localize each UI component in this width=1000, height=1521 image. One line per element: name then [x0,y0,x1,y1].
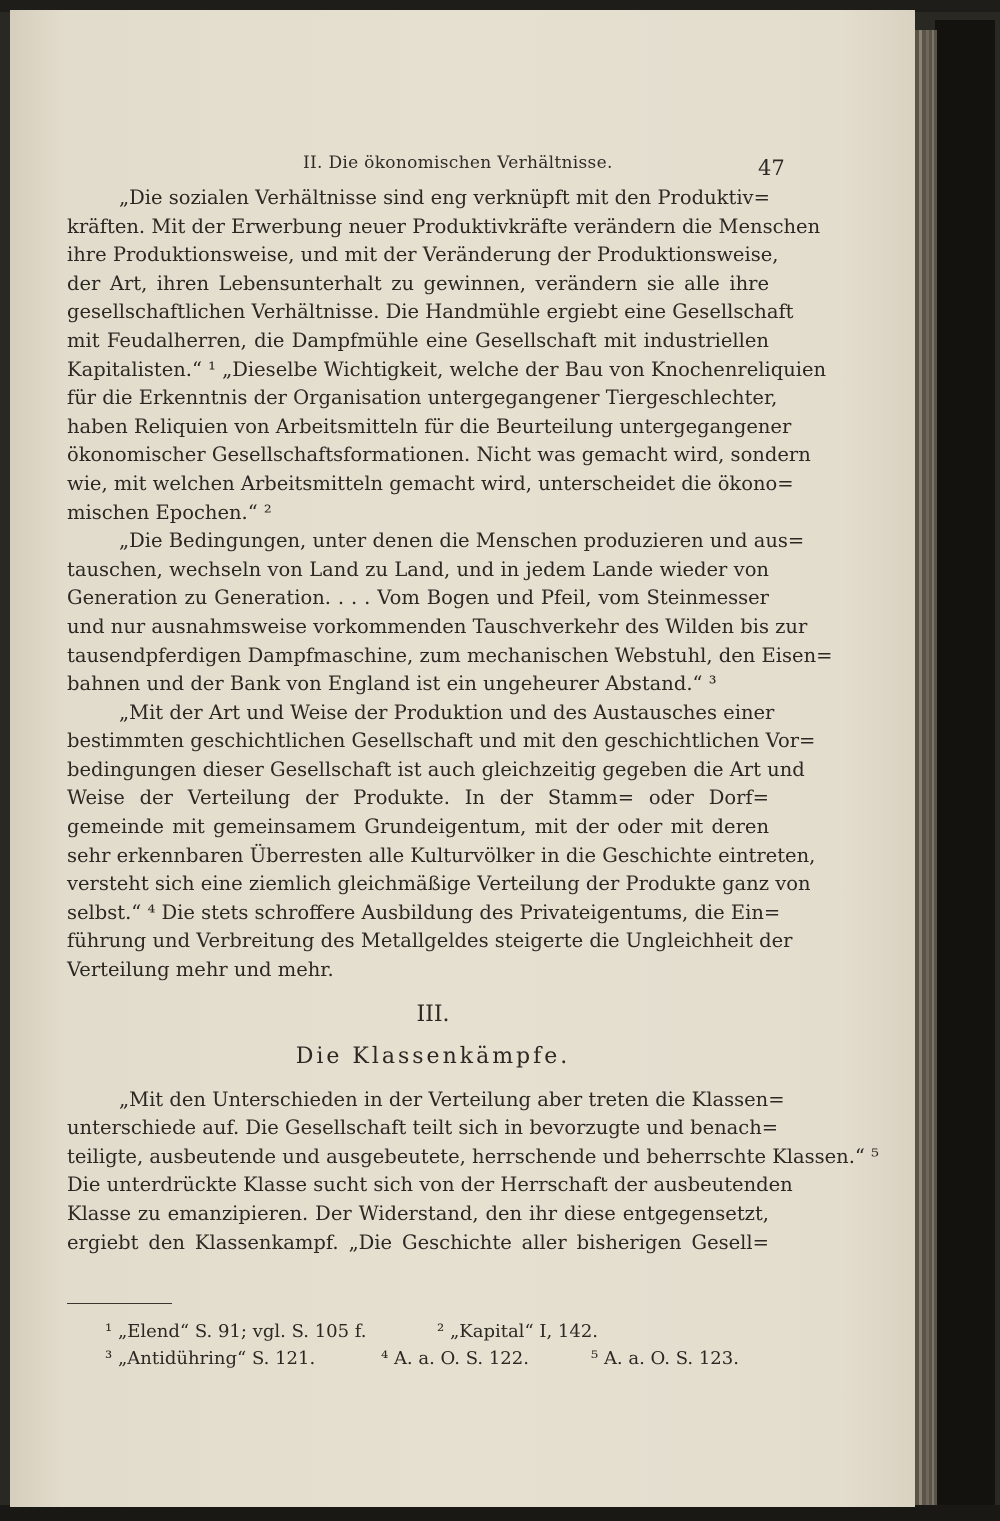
text-line: und nur ausnahmsweise vorkommenden Tauschverkehr des Wilden bis zur [67,614,808,638]
text-line: selbst.“ ⁴ Die stets schroffere Ausbildung des Privateigentums, die Ein= [67,900,781,924]
text-line: gemeinde mit gemeinsamem Grundeigentum, mit der oder mit deren [67,815,769,839]
text-line: teiligte, ausbeutende und ausgebeutete, herrschende und beherrschte Klassen.“ ⁵ [67,1144,879,1168]
page-number: 47 [758,156,785,180]
footnotes [95,1318,765,1372]
section-title: Die Klassenkämpfe. [295,1043,571,1069]
text-line: Weise der Verteilung der Produkte. In der Stamm= oder Dorf= [67,786,769,810]
body-text [67,184,879,1257]
text-line: ökonomischer Gesellschaftsformationen. Nicht was gemacht wird, sondern [67,443,811,467]
text-line: bestimmten geschichtlichen Gesellschaft und mit den geschichtlichen Vor= [67,729,816,753]
text-line: unterschiede auf. Die Gesellschaft teilt sich in bevorzugte und benach= [67,1116,779,1140]
text-line: für die Erkenntnis der Organisation untergegangener Tiergeschlechter, [67,386,778,410]
footnote-row [95,1318,765,1345]
text-line: führung und Verbreitung des Metallgeldes steigerte die Ungleichheit der [67,929,793,953]
footnote-3: ³ „Antidühring“ S. 121. [105,1348,316,1369]
text-line: sehr erkennbaren Überresten alle Kulturvölker in die Geschichte eintreten, [67,843,816,867]
text-line: ergiebt den Klassenkampf. „Die Geschichte aller bisherigen Gesell= [67,1230,769,1254]
footnote-2: ² „Kapital“ I, 142. [437,1321,598,1342]
text-line: tausendpferdigen Dampfmaschine, zum mechanischen Webstuhl, den Eisen= [67,643,833,667]
text-line: bahnen und der Bank von England ist ein ungeheurer Abstand.“ ³ [67,672,717,696]
text-line: „Die sozialen Verhältnisse sind eng verknüpft mit den Produktiv= [119,186,770,209]
text-line: versteht sich eine ziemlich gleichmäßige Verteilung der Produkte ganz von [67,872,811,896]
text-line: tauschen, wechseln von Land zu Land, und in jedem Lande wieder von [67,557,769,581]
section-number: III. [416,1001,450,1027]
text-line: „Mit der Art und Weise der Produktion und des Austausches einer [119,700,775,724]
text-line: Die unterdrückte Klasse sucht sich von der Herrschaft der ausbeutenden [67,1173,793,1197]
text-line: bedingungen dieser Gesellschaft ist auch gleichzeitig gegeben die Art und [67,757,805,781]
text-line: haben Reliquien von Arbeitsmitteln für die Beurteilung untergegangener [67,414,792,438]
text-line: Verteilung mehr und mehr. [67,958,334,982]
text-line: Kapitalisten.“ ¹ „Dieselbe Wichtigkeit, welche der Bau von Knochenreliquien [67,357,827,381]
footnote-1: ¹ „Elend“ S. 91; vgl. S. 105 f. [105,1321,367,1342]
text-line: Klasse zu emanzipieren. Der Widerstand, den ihr diese entgegensetzt, [67,1202,769,1225]
text-line: der Art, ihren Lebensunterhalt zu gewinnen, verändern sie alle ihre [67,271,769,295]
text-line: „Die Bedingungen, unter denen die Menschen produzieren und aus= [119,529,805,553]
text-line: „Mit den Unterschieden in der Verteilung aber treten die Klassen= [119,1087,785,1111]
text-line: wie, mit welchen Arbeitsmitteln gemacht wird, unterscheidet die ökono= [67,471,794,495]
running-header: II. Die ökonomischen Verhältnisse. [303,153,613,173]
footnote-4: ⁴ A. a. O. S. 122. [381,1348,529,1369]
text-line: ihre Produktionsweise, und mit der Veränderung der Produktionsweise, [67,243,779,267]
footnote-rule [67,1303,172,1304]
footnote-5: ⁵ A. a. O. S. 123. [591,1348,739,1369]
footnote-row [95,1345,765,1372]
text-line: gesellschaftlichen Verhältnisse. Die Handmühle ergiebt eine Gesellschaft [67,300,794,324]
text-line: Generation zu Generation. . . . Vom Bogen und Pfeil, vom Steinmesser [67,586,769,610]
text-line: kräften. Mit der Erwerbung neuer Produktivkräfte verändern die Menschen [67,214,821,238]
text-line: mischen Epochen.“ ² [67,500,272,524]
text-line: mit Feudalherren, die Dampfmühle eine Gesellschaft mit industriellen [67,328,769,352]
